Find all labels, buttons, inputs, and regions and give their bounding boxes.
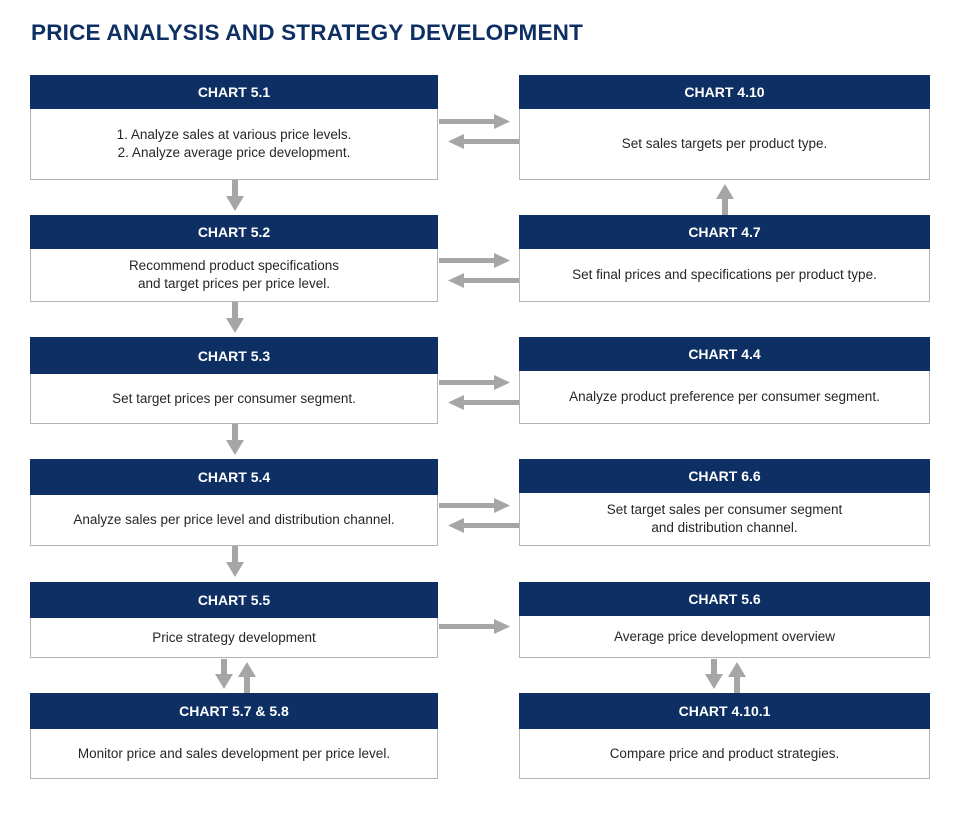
arrow-5-6-to-4-10-1 xyxy=(705,659,723,689)
arrow-5-4-to-5-5 xyxy=(226,546,244,577)
chart-4-4-line-1: Analyze product preference per consumer segment. xyxy=(569,389,880,404)
arrow-5-3-to-5-4 xyxy=(226,424,244,455)
chart-5-6-line-1: Average price development overview xyxy=(613,628,836,644)
arrow-4-4-to-5-3 xyxy=(448,395,519,410)
arrow-5-1-to-5-2 xyxy=(226,180,244,211)
chart-4-10-line-1: Set sales targets per product type. xyxy=(621,136,828,151)
arrow-4-7-to-5-2 xyxy=(448,273,519,288)
chart-6-6-box xyxy=(519,459,930,546)
chart-5-2-box xyxy=(30,215,438,302)
chart-4-4-header: CHART 4.4 xyxy=(519,337,930,371)
chart-5-1-body xyxy=(30,109,438,180)
chart-4-10-1-header: CHART 4.10.1 xyxy=(519,693,930,729)
arrow-5-4-to-6-6 xyxy=(439,498,510,513)
chart-5-4-line-1: Analyze sales per price level and distribution channel. xyxy=(73,512,395,527)
chart-5-3-header: CHART 5.3 xyxy=(30,337,438,374)
chart-5-1-line-2: 2. Analyze average price development. xyxy=(117,145,351,160)
chart-5-3-box xyxy=(30,337,438,424)
chart-5-2-line-2: and target prices per price level. xyxy=(137,276,331,291)
chart-6-6-line-2: and distribution channel. xyxy=(651,520,798,535)
chart-6-6-header: CHART 6.6 xyxy=(519,459,930,493)
chart-5-2-header: CHART 5.2 xyxy=(30,215,438,249)
chart-5-3-line-1: Set target prices per consumer segment. xyxy=(112,390,356,406)
chart-5-5-line-1: Price strategy development xyxy=(152,629,316,645)
chart-5-6-header: CHART 5.6 xyxy=(519,582,930,616)
arrow-4-7-to-4-10 xyxy=(716,184,734,215)
chart-5-5-box xyxy=(30,582,438,658)
arrow-4-10-to-5-1 xyxy=(448,134,519,149)
chart-5-7-5-8-box xyxy=(30,693,438,779)
chart-5-3-body xyxy=(30,374,438,424)
chart-4-4-box xyxy=(519,337,930,424)
arrow-4-10-1-to-5-6 xyxy=(728,662,746,693)
chart-4-7-box xyxy=(519,215,930,302)
arrow-6-6-to-5-4 xyxy=(448,518,519,533)
arrow-5-1-to-4-10 xyxy=(439,114,510,129)
chart-5-4-box xyxy=(30,459,438,546)
chart-4-10-body xyxy=(519,109,930,180)
page-title: PRICE ANALYSIS AND STRATEGY DEVELOPMENT xyxy=(31,20,584,45)
chart-5-2-body xyxy=(30,249,438,302)
chart-5-6-box xyxy=(519,582,930,658)
arrow-5-2-to-5-3 xyxy=(226,302,244,333)
chart-4-4-body xyxy=(519,371,930,424)
chart-4-7-body xyxy=(519,249,930,302)
chart-6-6-body xyxy=(519,493,930,546)
arrow-5-3-to-4-4 xyxy=(439,375,510,390)
chart-5-6-body xyxy=(519,616,930,658)
chart-5-7-5-8-line-1: Monitor price and sales development per price level. xyxy=(77,745,391,761)
chart-4-10-1-body xyxy=(519,729,930,779)
chart-5-1-header: CHART 5.1 xyxy=(30,75,438,109)
chart-4-7-line-1: Set final prices and specifications per product type. xyxy=(572,267,877,282)
chart-6-6-line-1: Set target sales per consumer segment xyxy=(606,502,843,517)
chart-5-4-body xyxy=(30,495,438,546)
chart-5-5-body xyxy=(30,618,438,658)
chart-5-7-5-8-body xyxy=(30,729,438,779)
chart-5-4-header: CHART 5.4 xyxy=(30,459,438,495)
arrow-5-5-to-5-7-5-8 xyxy=(215,659,233,689)
chart-5-1-line-1: 1. Analyze sales at various price levels. xyxy=(116,127,352,142)
chart-4-7-header: CHART 4.7 xyxy=(519,215,930,249)
chart-4-10-1-line-1: Compare price and product strategies. xyxy=(609,745,840,761)
arrow-5-7-5-8-to-5-5 xyxy=(238,662,256,693)
chart-4-10-1-box xyxy=(519,693,930,779)
chart-4-10-header: CHART 4.10 xyxy=(519,75,930,109)
chart-4-10-box xyxy=(519,75,930,180)
arrow-5-5-to-5-6 xyxy=(439,619,510,634)
chart-5-7-5-8-header: CHART 5.7 & 5.8 xyxy=(30,693,438,729)
chart-5-5-header: CHART 5.5 xyxy=(30,582,438,618)
arrow-5-2-to-4-7 xyxy=(439,253,510,268)
chart-5-2-line-1: Recommend product specifications xyxy=(128,258,340,273)
chart-5-1-box xyxy=(30,75,438,180)
